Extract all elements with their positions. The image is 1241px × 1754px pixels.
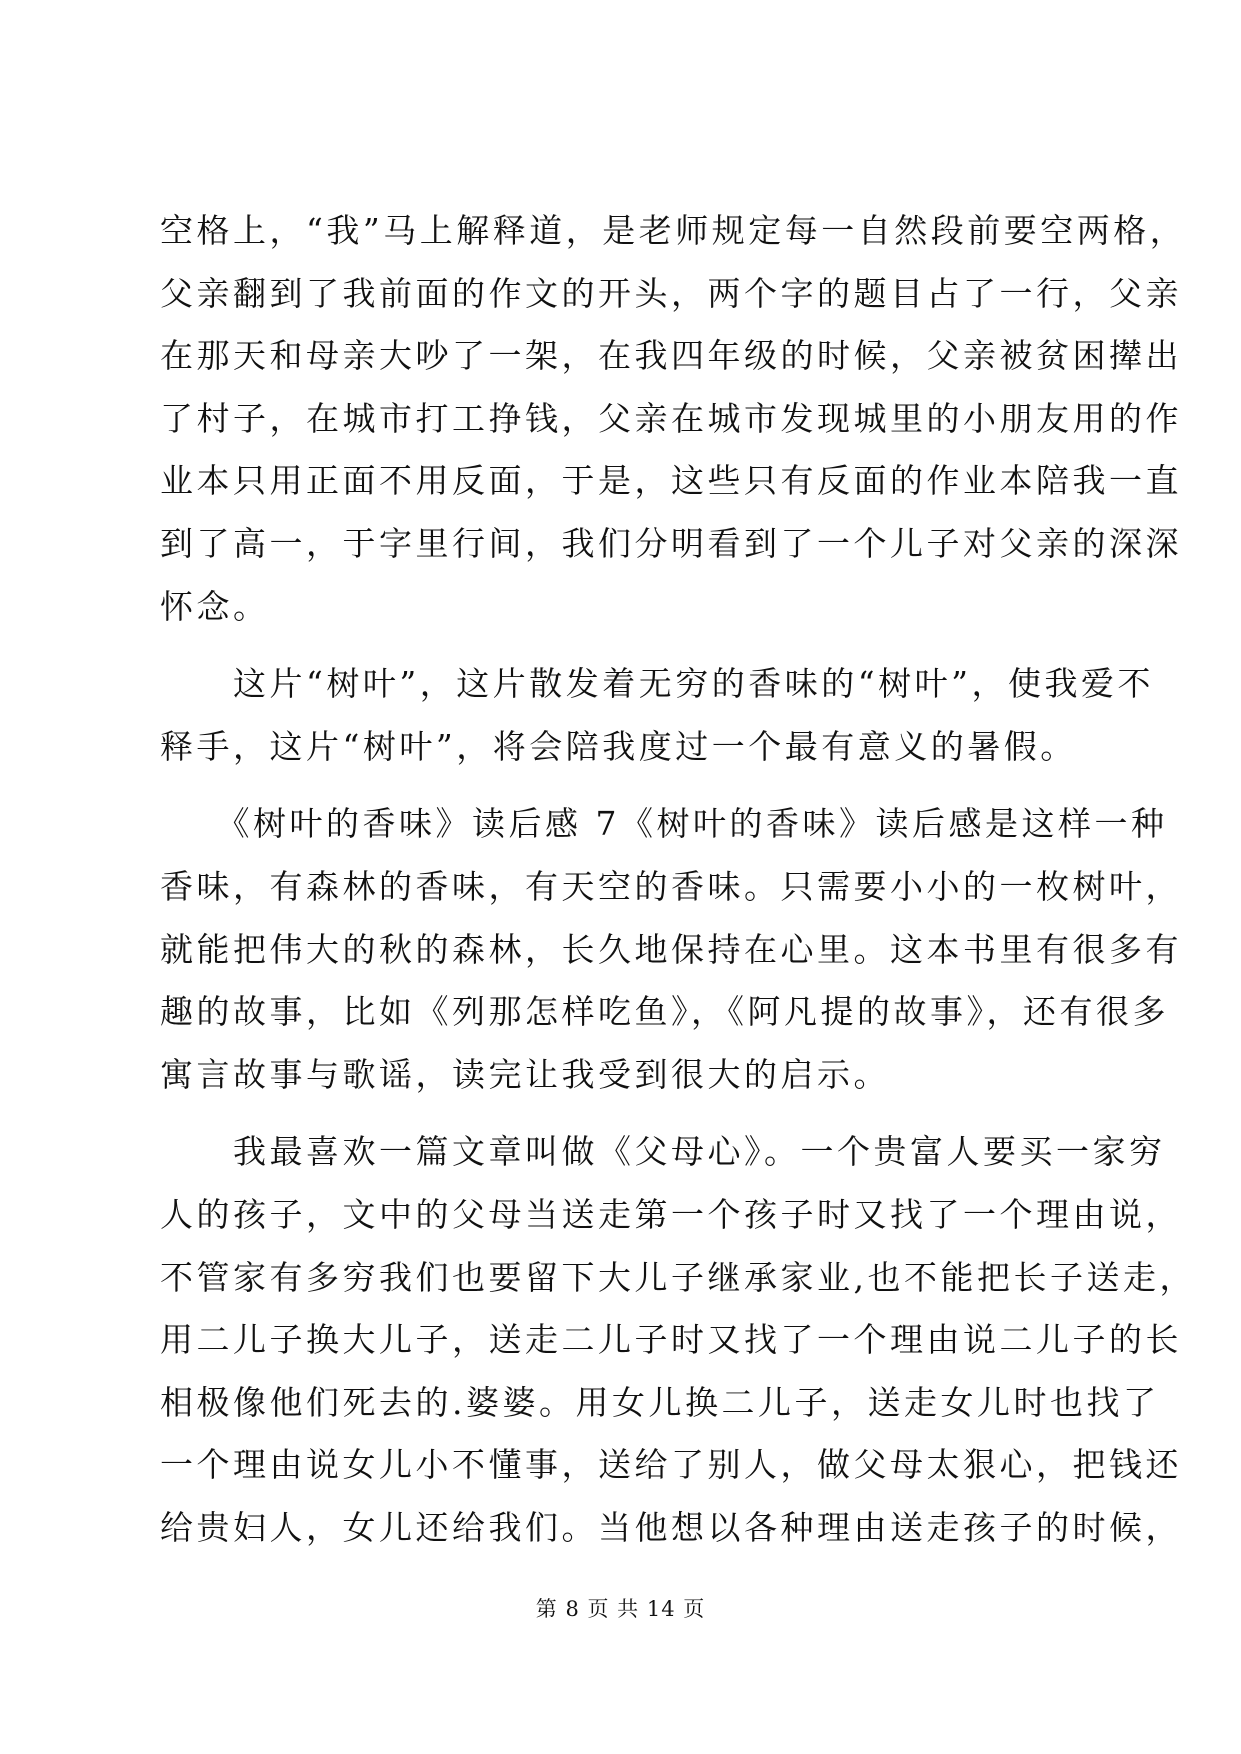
text-line: 在那天和母亲大吵了一架，在我四年级的时候，父亲被贫困撵出 xyxy=(160,336,1182,376)
text-line: 趣的故事，比如《列那怎样吃鱼》，《阿凡提的故事》，还有很多 xyxy=(160,992,1169,1032)
text-line: 父亲翻到了我前面的作文的开头，两个字的题目占了一行，父亲 xyxy=(160,273,1182,313)
text-line: 我最喜欢一篇文章叫做《父母心》。一个贵富人要买一家穷 xyxy=(160,1132,1166,1172)
text-line: 这片“树叶”，这片散发着无穷的香味的“树叶”，使我爱不 xyxy=(160,664,1154,704)
paragraph-spacing xyxy=(160,1106,1100,1121)
paragraph-2 xyxy=(160,653,1154,778)
paragraph-1 xyxy=(160,200,1187,638)
page-footer: 第 8 页 共 14 页 xyxy=(535,1597,706,1621)
text-line: 相极像他们死去的.婆婆。用女儿换二儿子，送走女儿时也找了 xyxy=(160,1382,1160,1422)
text-line: 给贵妇人，女儿还给我们。当他想以各种理由送走孩子的时候， xyxy=(160,1507,1182,1547)
text-line: 用二儿子换大儿子，送走二儿子时又找了一个理由说二儿子的长 xyxy=(160,1320,1182,1360)
paragraph-spacing xyxy=(160,778,1100,793)
text-line: 怀念。 xyxy=(160,586,270,626)
text-line: 空格上，“我”马上解释道，是老师规定每一自然段前要空两格， xyxy=(160,211,1187,250)
text-line: 香味，有森林的香味，有天空的香味。只需要小小的一枚树叶， xyxy=(160,866,1182,906)
text-line: 了村子，在城市打工挣钱，父亲在城市发现城里的小朋友用的作 xyxy=(160,398,1182,438)
text-line: 一个理由说女儿小不懂事，送给了别人，做父母太狠心，把钱还 xyxy=(160,1445,1182,1485)
text-line: 就能把伟大的秋的森林，长久地保持在心里。这本书里有很多有 xyxy=(160,929,1182,969)
text-line: 人的孩子，文中的父母当送走第一个孩子时又找了一个理由说， xyxy=(160,1194,1182,1234)
paragraph-3 xyxy=(160,793,1182,1106)
text-line: 不管家有多穷我们也要留下大儿子继承家业,也不能把长子送走， xyxy=(160,1257,1196,1297)
text-line: 寓言故事与歌谣，读完让我受到很大的启示。 xyxy=(160,1054,890,1094)
body-text xyxy=(160,200,1196,1559)
paragraph-4 xyxy=(160,1121,1196,1559)
text-line: 到了高一，于字里行间，我们分明看到了一个儿子对父亲的深深 xyxy=(160,523,1182,563)
text-line: 释手，这片“树叶”，将会陪我度过一个最有意义的暑假。 xyxy=(160,726,1077,766)
text-line: 《树叶的香味》读后感 7《树叶的香味》读后感是这样一种 xyxy=(160,804,1168,844)
paragraph-spacing xyxy=(160,638,1100,653)
text-line: 业本只用正面不用反面，于是，这些只有反面的作业本陪我一直 xyxy=(160,461,1182,501)
